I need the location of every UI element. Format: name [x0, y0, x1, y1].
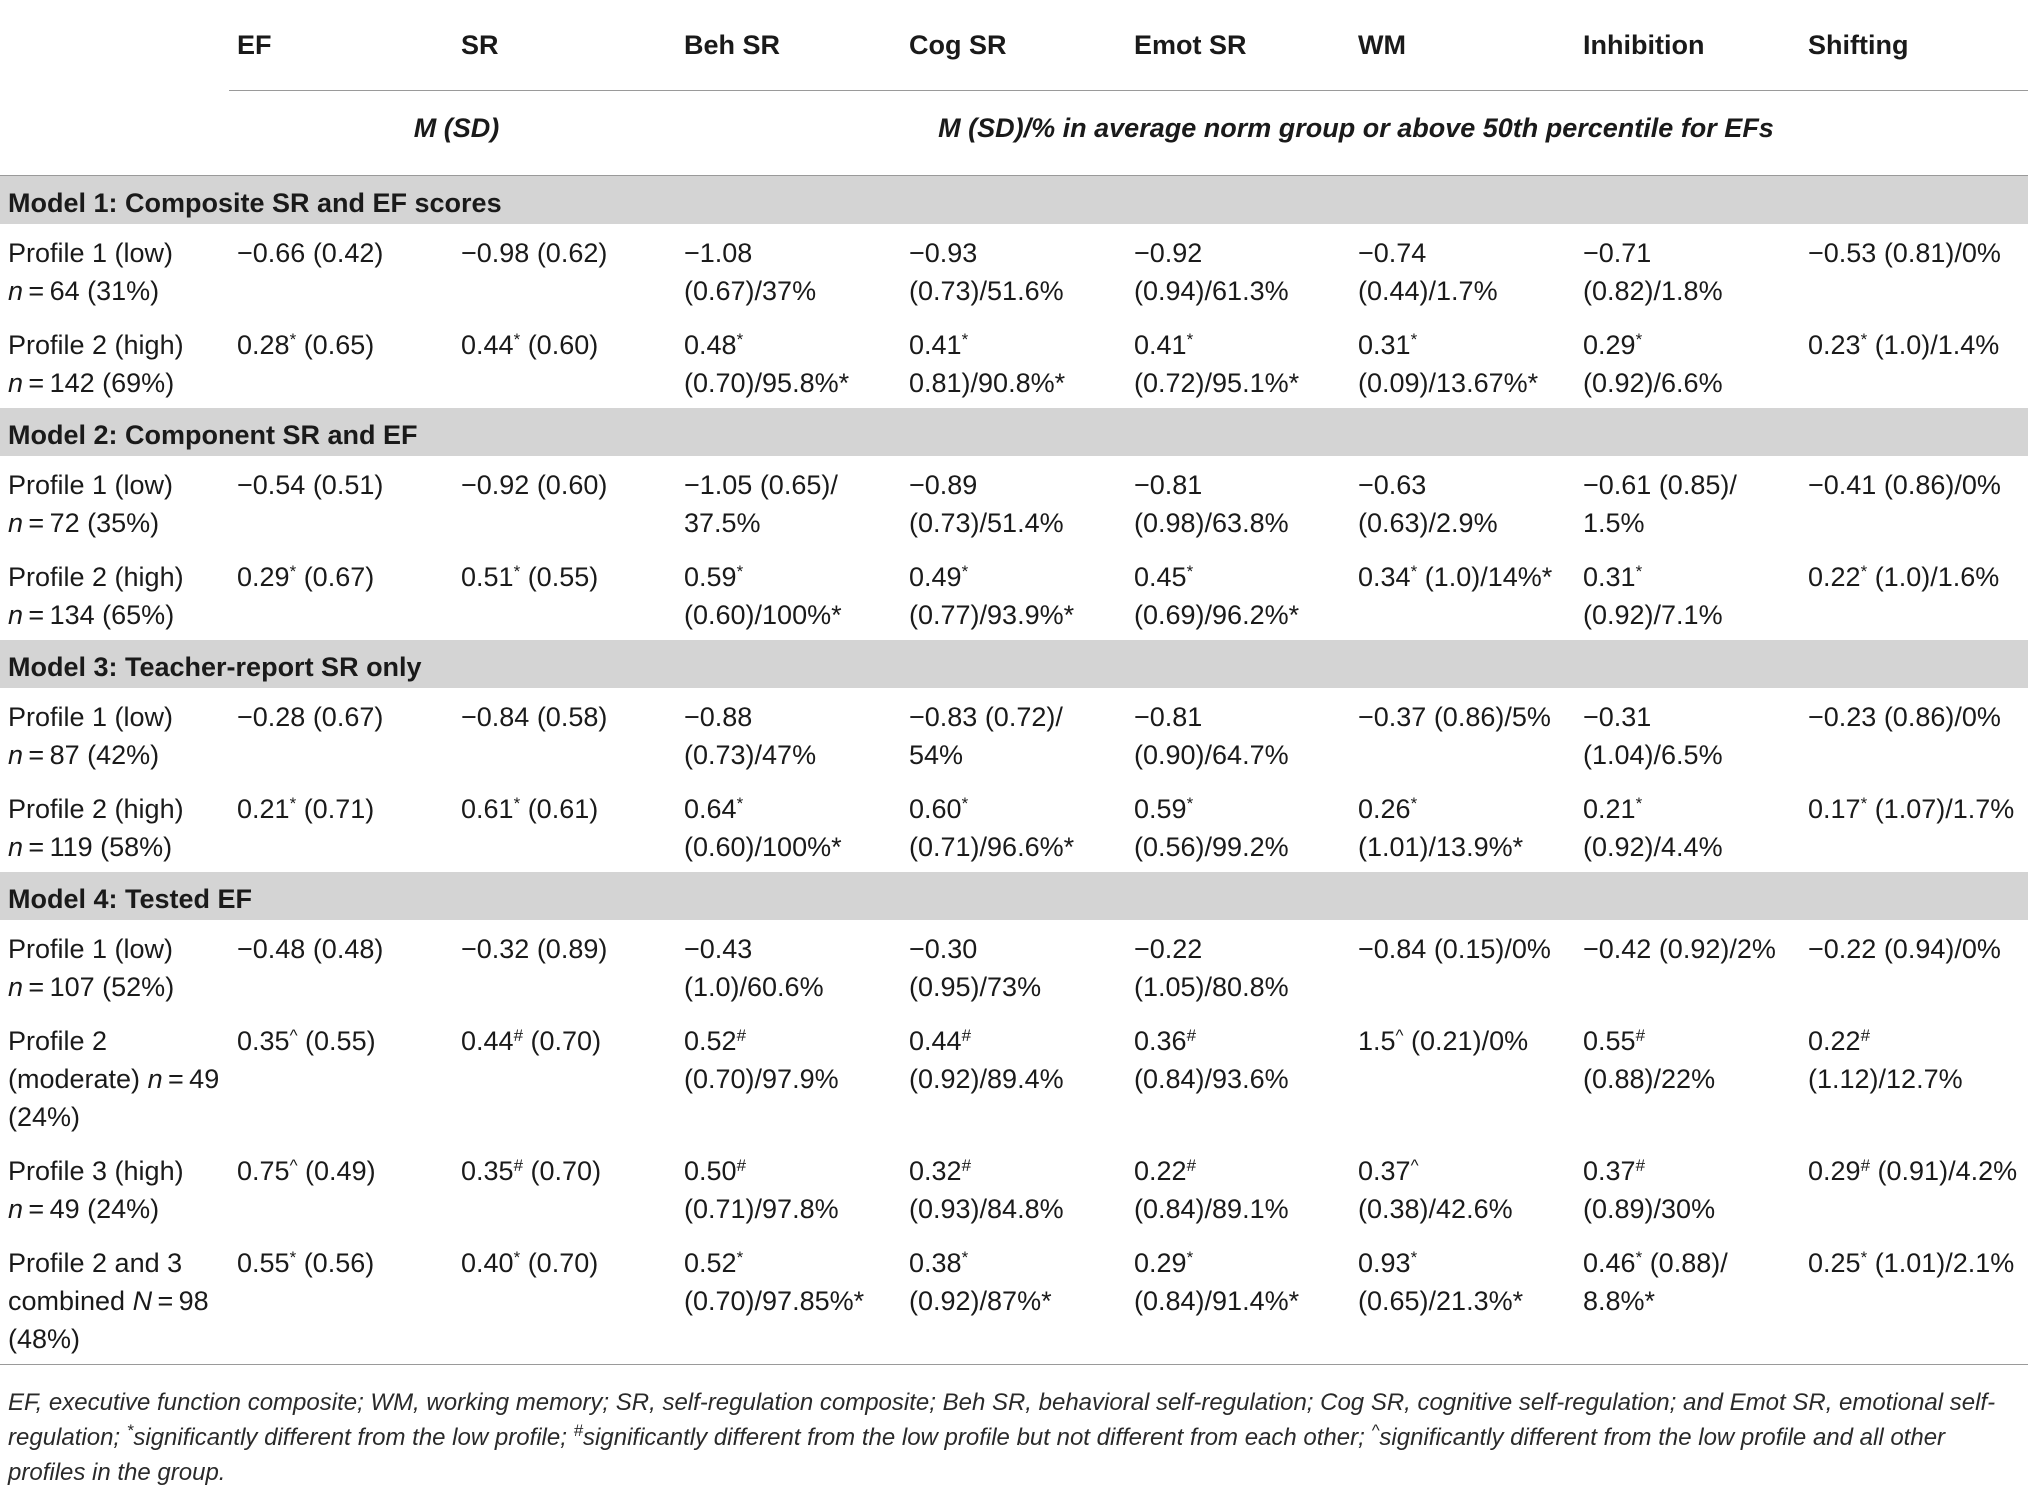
subheader-mean-sd-percent: M (SD)/% in average norm group or above 50th percentile for EFs: [676, 91, 2028, 176]
cell-beh-sr: 0.52# (0.70)/97.9%: [676, 1012, 901, 1142]
cell-beh-sr: −1.08 (0.67)/37%: [676, 224, 901, 316]
row-label: Profile 3 (high) n = 49 (24%): [0, 1142, 229, 1234]
cell-cog-sr: 0.41* 0.81)/90.8%*: [901, 316, 1126, 408]
cell-wm: 0.93* (0.65)/21.3%*: [1350, 1234, 1575, 1365]
cell-cog-sr: −0.89 (0.73)/51.4%: [901, 456, 1126, 548]
section-header-model-3: [0, 640, 2028, 688]
column-header-beh-sr: Beh SR: [676, 0, 901, 91]
column-header-shifting: Shifting: [1800, 0, 2028, 91]
section-title: Model 3: Teacher-report SR only: [0, 640, 2028, 688]
cell-beh-sr: −0.88 (0.73)/47%: [676, 688, 901, 780]
table-row: [0, 780, 2028, 872]
cell-inhibition: −0.71 (0.82)/1.8%: [1575, 224, 1800, 316]
column-header-row: [0, 0, 2028, 91]
column-header-wm: WM: [1350, 0, 1575, 91]
cell-sr: 0.44* (0.60): [453, 316, 676, 408]
cell-inhibition: 0.55# (0.88)/22%: [1575, 1012, 1800, 1142]
section-header-model-2: [0, 408, 2028, 456]
cell-cog-sr: 0.60* (0.71)/96.6%*: [901, 780, 1126, 872]
cell-wm: −0.74 (0.44)/1.7%: [1350, 224, 1575, 316]
cell-wm: −0.37 (0.86)/5%: [1350, 688, 1575, 780]
cell-inhibition: 0.46* (0.88)/ 8.8%*: [1575, 1234, 1800, 1365]
cell-beh-sr: 0.48* (0.70)/95.8%*: [676, 316, 901, 408]
cell-emot-sr: 0.36# (0.84)/93.6%: [1126, 1012, 1350, 1142]
cell-shifting: −0.23 (0.86)/0%: [1800, 688, 2028, 780]
cell-inhibition: −0.31 (1.04)/6.5%: [1575, 688, 1800, 780]
column-header-sr: SR: [453, 0, 676, 91]
row-label: Profile 1 (low) n = 64 (31%): [0, 224, 229, 316]
cell-shifting: 0.22* (1.0)/1.6%: [1800, 548, 2028, 640]
cell-shifting: 0.17* (1.07)/1.7%: [1800, 780, 2028, 872]
table-row: [0, 456, 2028, 548]
table-row: [0, 688, 2028, 780]
cell-wm: 1.5^ (0.21)/0%: [1350, 1012, 1575, 1142]
cell-beh-sr: −0.43 (1.0)/60.6%: [676, 920, 901, 1012]
table-row: [0, 920, 2028, 1012]
table-footer: [0, 1365, 2028, 1490]
section-title: Model 2: Component SR and EF: [0, 408, 2028, 456]
section-title: Model 4: Tested EF: [0, 872, 2028, 920]
cell-sr: −0.92 (0.60): [453, 456, 676, 548]
cell-beh-sr: 0.50# (0.71)/97.8%: [676, 1142, 901, 1234]
cell-sr: 0.40* (0.70): [453, 1234, 676, 1365]
cell-shifting: 0.22# (1.12)/12.7%: [1800, 1012, 2028, 1142]
cell-inhibition: −0.61 (0.85)/ 1.5%: [1575, 456, 1800, 548]
cell-beh-sr: 0.64* (0.60)/100%*: [676, 780, 901, 872]
cell-wm: −0.84 (0.15)/0%: [1350, 920, 1575, 1012]
table-row: [0, 1012, 2028, 1142]
table-body: [0, 176, 2028, 1365]
cell-wm: −0.63 (0.63)/2.9%: [1350, 456, 1575, 548]
cell-ef: 0.28* (0.65): [229, 316, 453, 408]
cell-beh-sr: 0.59* (0.60)/100%*: [676, 548, 901, 640]
subheader-blank: [0, 91, 229, 176]
cell-ef: −0.54 (0.51): [229, 456, 453, 548]
cell-sr: 0.51* (0.55): [453, 548, 676, 640]
table-row: [0, 1234, 2028, 1365]
section-header-model-4: [0, 872, 2028, 920]
cell-emot-sr: 0.41* (0.72)/95.1%*: [1126, 316, 1350, 408]
table-row: [0, 224, 2028, 316]
section-header-model-1: [0, 176, 2028, 225]
cell-cog-sr: −0.93 (0.73)/51.6%: [901, 224, 1126, 316]
section-title: Model 1: Composite SR and EF scores: [0, 176, 2028, 225]
cell-sr: 0.61* (0.61): [453, 780, 676, 872]
row-label: Profile 2 (high) n = 142 (69%): [0, 316, 229, 408]
column-header-ef: EF: [229, 0, 453, 91]
table-header: [0, 0, 2028, 176]
row-label: Profile 2 and 3 combined N = 98 (48%): [0, 1234, 229, 1365]
row-label: Profile 2 (high) n = 119 (58%): [0, 780, 229, 872]
cell-wm: 0.26* (1.01)/13.9%*: [1350, 780, 1575, 872]
cell-emot-sr: 0.29* (0.84)/91.4%*: [1126, 1234, 1350, 1365]
row-label: Profile 1 (low) n = 72 (35%): [0, 456, 229, 548]
table-footnote: EF, executive function composite; WM, working memory; SR, self-regulation composite; Beh SR, behavioral self-regulation; Cog SR, cognitive self-regulation; and Emot SR, emotional self-regulation; *significantly different from the low profile; #significantly different from the low profile but not different from each other; ^significantly different from the low profile and all other profiles in the group.: [0, 1365, 2028, 1490]
cell-emot-sr: 0.22# (0.84)/89.1%: [1126, 1142, 1350, 1234]
row-label: Profile 1 (low) n = 107 (52%): [0, 920, 229, 1012]
cell-emot-sr: 0.45* (0.69)/96.2%*: [1126, 548, 1350, 640]
column-header-emot-sr: Emot SR: [1126, 0, 1350, 91]
cell-ef: 0.75^ (0.49): [229, 1142, 453, 1234]
cell-shifting: −0.22 (0.94)/0%: [1800, 920, 2028, 1012]
cell-ef: 0.21* (0.71): [229, 780, 453, 872]
column-header-cog-sr: Cog SR: [901, 0, 1126, 91]
cell-emot-sr: 0.59* (0.56)/99.2%: [1126, 780, 1350, 872]
cell-ef: 0.35^ (0.55): [229, 1012, 453, 1142]
cell-cog-sr: 0.44# (0.92)/89.4%: [901, 1012, 1126, 1142]
row-label: Profile 1 (low) n = 87 (42%): [0, 688, 229, 780]
cell-inhibition: 0.37# (0.89)/30%: [1575, 1142, 1800, 1234]
cell-ef: 0.55* (0.56): [229, 1234, 453, 1365]
cell-sr: −0.98 (0.62): [453, 224, 676, 316]
subheader-row: [0, 91, 2028, 176]
cell-sr: −0.84 (0.58): [453, 688, 676, 780]
row-label: Profile 2 (high) n = 134 (65%): [0, 548, 229, 640]
cell-cog-sr: 0.38* (0.92)/87%*: [901, 1234, 1126, 1365]
cell-wm: 0.31* (0.09)/13.67%*: [1350, 316, 1575, 408]
cell-wm: 0.34* (1.0)/14%*: [1350, 548, 1575, 640]
cell-cog-sr: −0.30 (0.95)/73%: [901, 920, 1126, 1012]
cell-cog-sr: 0.32# (0.93)/84.8%: [901, 1142, 1126, 1234]
cell-inhibition: 0.29* (0.92)/6.6%: [1575, 316, 1800, 408]
cell-emot-sr: −0.22 (1.05)/80.8%: [1126, 920, 1350, 1012]
cell-wm: 0.37^ (0.38)/42.6%: [1350, 1142, 1575, 1234]
cell-shifting: −0.53 (0.81)/0%: [1800, 224, 2028, 316]
footnote-row: [0, 1365, 2028, 1490]
cell-cog-sr: 0.49* (0.77)/93.9%*: [901, 548, 1126, 640]
cell-emot-sr: −0.92 (0.94)/61.3%: [1126, 224, 1350, 316]
cell-ef: 0.29* (0.67): [229, 548, 453, 640]
cell-beh-sr: −1.05 (0.65)/ 37.5%: [676, 456, 901, 548]
cell-sr: −0.32 (0.89): [453, 920, 676, 1012]
cell-ef: −0.66 (0.42): [229, 224, 453, 316]
table-row: [0, 316, 2028, 408]
column-header-inhibition: Inhibition: [1575, 0, 1800, 91]
cell-shifting: 0.25* (1.01)/2.1%: [1800, 1234, 2028, 1365]
row-label: Profile 2 (moderate) n = 49 (24%): [0, 1012, 229, 1142]
cell-sr: 0.44# (0.70): [453, 1012, 676, 1142]
cell-ef: −0.28 (0.67): [229, 688, 453, 780]
cell-emot-sr: −0.81 (0.90)/64.7%: [1126, 688, 1350, 780]
cell-beh-sr: 0.52* (0.70)/97.85%*: [676, 1234, 901, 1365]
cell-shifting: 0.29# (0.91)/4.2%: [1800, 1142, 2028, 1234]
cell-cog-sr: −0.83 (0.72)/ 54%: [901, 688, 1126, 780]
cell-inhibition: −0.42 (0.92)/2%: [1575, 920, 1800, 1012]
table-row: [0, 548, 2028, 640]
cell-shifting: −0.41 (0.86)/0%: [1800, 456, 2028, 548]
cell-inhibition: 0.21* (0.92)/4.4%: [1575, 780, 1800, 872]
cell-sr: 0.35# (0.70): [453, 1142, 676, 1234]
cell-emot-sr: −0.81 (0.98)/63.8%: [1126, 456, 1350, 548]
subheader-mean-sd: M (SD): [229, 91, 676, 176]
column-header-blank: [0, 0, 229, 91]
cell-ef: −0.48 (0.48): [229, 920, 453, 1012]
cell-inhibition: 0.31* (0.92)/7.1%: [1575, 548, 1800, 640]
table-row: [0, 1142, 2028, 1234]
cell-shifting: 0.23* (1.0)/1.4%: [1800, 316, 2028, 408]
